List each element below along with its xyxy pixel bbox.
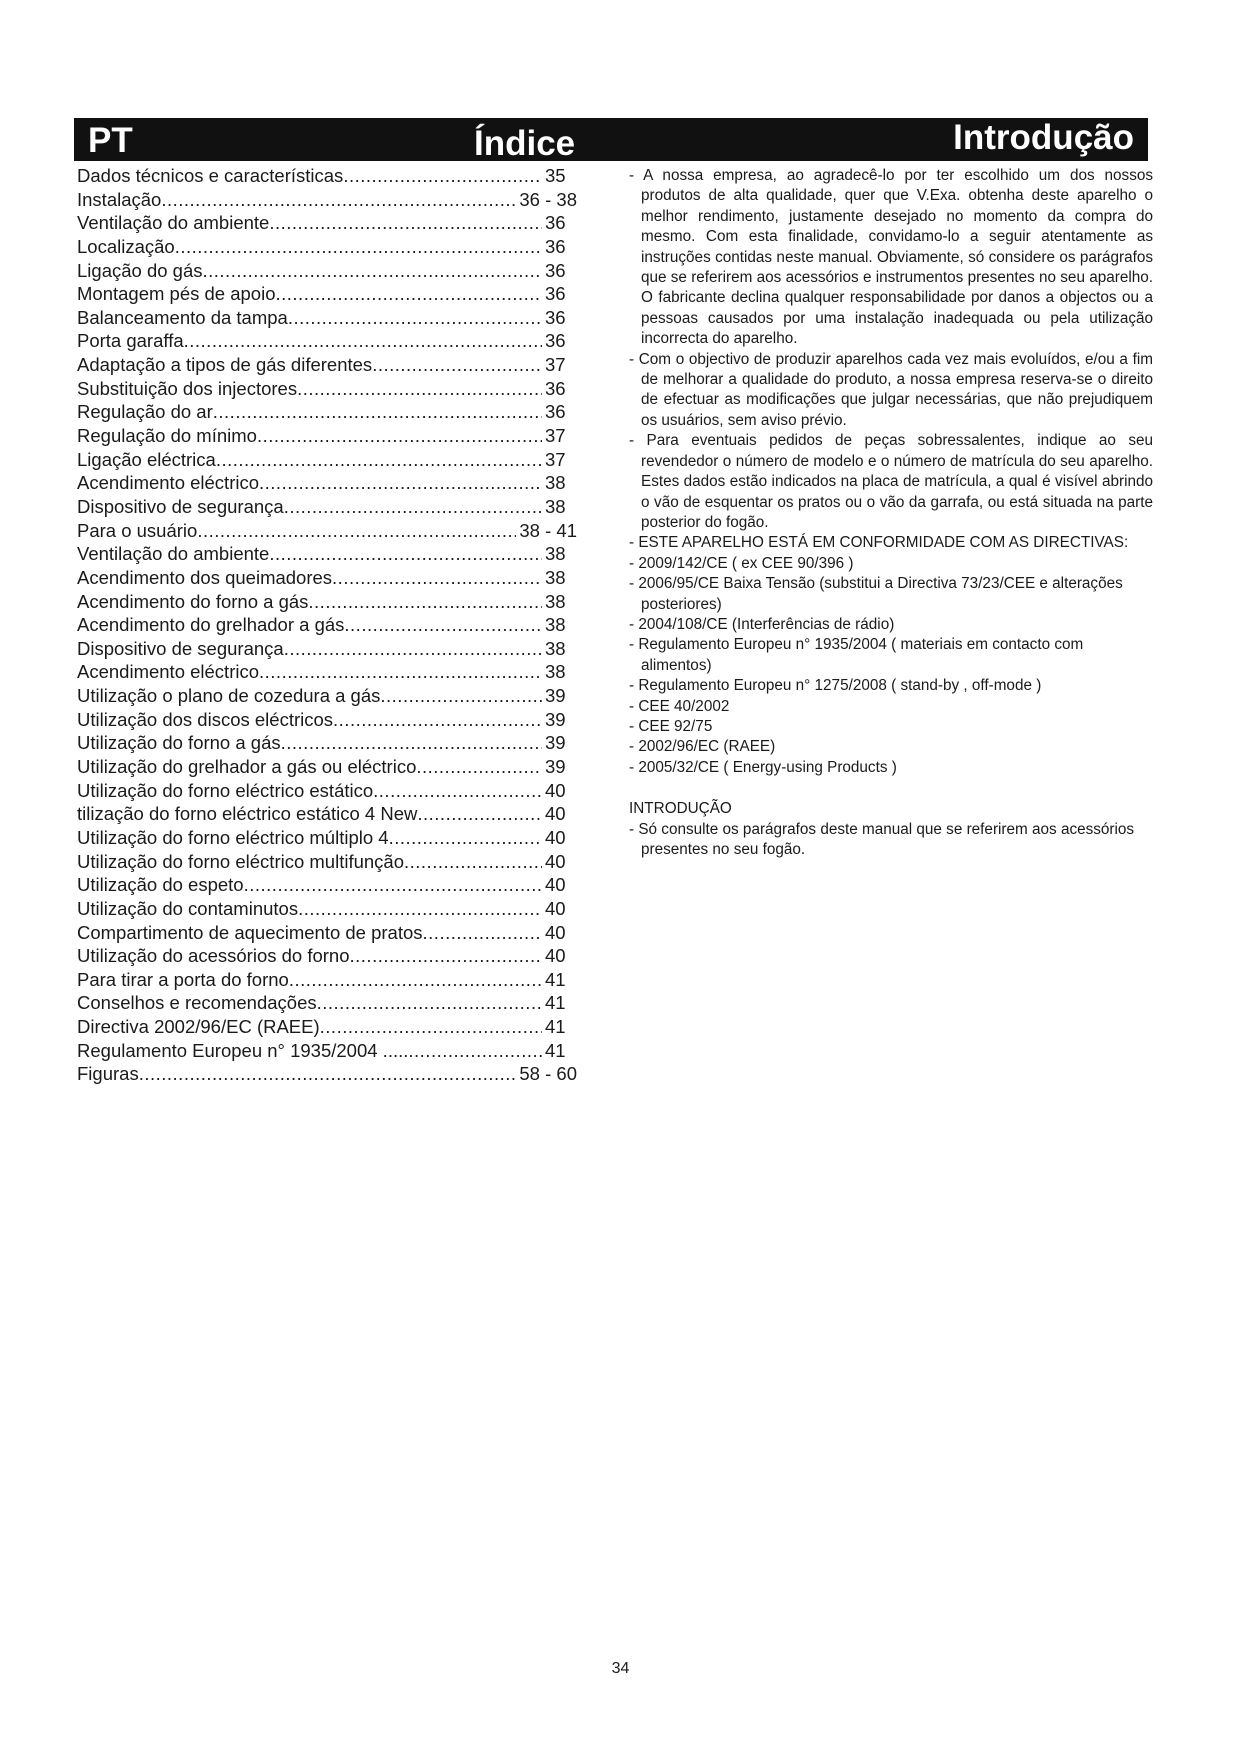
toc-entry	[77, 211, 577, 235]
introduction-heading: INTRODUÇÃO	[629, 800, 732, 818]
toc-entry	[77, 802, 577, 826]
toc-entry	[77, 471, 577, 495]
toc-dot-leader	[197, 519, 516, 543]
toc-dot-leader	[244, 873, 542, 897]
toc-entry-title: Dispositivo de segurança	[77, 495, 284, 517]
toc-entry	[77, 377, 577, 401]
toc-entry-page: 41	[545, 992, 566, 1014]
toc-entry-page: 41	[545, 1039, 566, 1061]
toc-dot-leader	[288, 306, 542, 330]
toc-entry-title: Utilização do forno eléctrico multifunção	[77, 850, 404, 872]
toc-entry-title: Dados técnicos e características	[77, 165, 344, 186]
toc-entry-page: 38	[545, 590, 566, 612]
toc-entry	[77, 897, 577, 921]
toc-entry-title: Acendimento dos queimadores	[77, 566, 333, 588]
toc-entry-title: Para tirar a porta do forno	[77, 968, 289, 990]
toc-dot-leader	[213, 400, 542, 424]
toc-entry-page: 37	[545, 448, 566, 470]
toc-entry	[77, 188, 577, 212]
toc-entry-page: 39	[545, 756, 566, 778]
toc-dot-leader	[317, 991, 542, 1015]
toc-entry	[77, 235, 577, 259]
toc-entry-title: Adaptação a tipos de gás diferentes	[77, 354, 373, 376]
toc-entry-page: 39	[545, 685, 566, 707]
toc-entry	[77, 306, 577, 330]
toc-entry	[77, 353, 577, 377]
toc-entry-page: 38	[545, 543, 566, 565]
toc-entry-title: Localização	[77, 235, 175, 257]
toc-entry-page: 36	[545, 377, 566, 399]
toc-dot-leader	[372, 353, 542, 377]
toc-dot-leader	[373, 779, 542, 803]
toc-dot-leader	[333, 708, 542, 732]
intro-paragraph: - Para eventuais pedidos de peças sobressalentes, indique ao seu revendedor o número de modelo e o número de matrícula do seu aparelho. Estes dados estão indicados na placa de matrícula, a qual é visível abrindo o vão de esquentar os pratos ou o vão da garrafa, ou está situada na parte posterior do fogão.	[629, 432, 1153, 531]
toc-entry-title: tilização do forno eléctrico estático 4 New	[77, 803, 418, 825]
directive-item: - CEE 40/2002	[629, 697, 730, 715]
toc-entry-page: 40	[545, 803, 566, 825]
toc-entry-page: 58 - 60	[519, 1063, 577, 1085]
toc-entry-title: Acendimento eléctrico	[77, 661, 260, 683]
directive-item: - Regulamento Europeu n° 1935/2004 ( materiais em contacto com alimentos)	[629, 636, 1084, 674]
toc-entry-title: Utilização do espeto	[77, 874, 244, 896]
toc-entry	[77, 991, 577, 1015]
toc-dot-leader	[284, 495, 542, 519]
toc-entry-page: 38	[545, 472, 566, 494]
toc-entry-page: 38	[545, 614, 566, 636]
toc-entry-page: 36	[545, 212, 566, 234]
toc-entry-title: Utilização do grelhador a gás ou eléctrico	[77, 756, 417, 778]
toc-entry-title: Ligação eléctrica	[77, 448, 216, 470]
toc-entry-page: 38	[545, 566, 566, 588]
toc-entry-page: 41	[545, 1016, 566, 1038]
toc-entry	[77, 850, 577, 874]
language-code: PT	[88, 121, 133, 160]
toc-entry-page: 41	[545, 968, 566, 990]
toc-entry-title: Utilização do forno eléctrico múltiplo 4	[77, 826, 389, 848]
toc-entry-title: Acendimento eléctrico	[77, 472, 260, 494]
toc-entry	[77, 495, 577, 519]
toc-entry-title: Regulamento Europeu n° 1935/2004 .....	[77, 1039, 409, 1061]
toc-entry	[77, 873, 577, 897]
directive-item: - Regulamento Europeu n° 1275/2008 ( stand-by , off-mode )	[629, 677, 1042, 695]
toc-entry	[77, 400, 577, 424]
toc-entry-title: Instalação	[77, 188, 162, 210]
intro-note: - Só consulte os parágrafos deste manual que se referirem aos acessórios presentes no seu fogão.	[629, 820, 1135, 858]
toc-entry-page: 36	[545, 330, 566, 352]
toc-entry-title: Regulação do mínimo	[77, 425, 257, 447]
toc-entry	[77, 519, 577, 543]
toc-entry	[77, 1039, 577, 1063]
toc-entry-title: Para o usuário	[77, 519, 198, 541]
directive-item: - 2006/95/CE Baixa Tensão (substitui a Directiva 73/23/CEE e alterações posteriores)	[629, 575, 1123, 613]
toc-dot-leader	[269, 211, 542, 235]
toc-dot-leader	[298, 897, 542, 921]
toc-dot-leader	[203, 259, 543, 283]
toc-dot-leader	[184, 329, 542, 353]
toc-dot-leader	[276, 282, 543, 306]
toc-entry-title: Utilização dos discos eléctricos	[77, 708, 334, 730]
toc-entry	[77, 708, 577, 732]
toc-dot-leader	[416, 755, 542, 779]
toc-entry	[77, 637, 577, 661]
toc-entry-title: Utilização o plano de cozedura a gás	[77, 685, 381, 707]
toc-dot-leader	[259, 660, 542, 684]
toc-entry-title: Utilização do forno a gás	[77, 732, 281, 754]
toc-entry	[77, 448, 577, 472]
directive-item: - CEE 92/75	[629, 717, 713, 735]
toc-entry-page: 36	[545, 306, 566, 328]
toc-entry-page: 36 - 38	[519, 188, 577, 210]
toc-entry-title: Utilização do acessórios do forno	[77, 945, 350, 967]
toc-entry-page: 40	[545, 874, 566, 896]
toc-dot-leader	[281, 731, 542, 755]
toc-entry-title: Utilização do forno eléctrico estático	[77, 779, 374, 801]
toc-entry-page: 40	[545, 921, 566, 943]
toc-dot-leader	[269, 542, 542, 566]
toc-entry-page: 40	[545, 826, 566, 848]
toc-entry-title: Utilização do contaminutos	[77, 897, 299, 919]
toc-entry-page: 40	[545, 850, 566, 872]
toc-entry-title: Ventilação do ambiente	[77, 543, 270, 565]
toc-dot-leader	[343, 164, 542, 188]
directive-item: - 2002/96/EC (RAEE)	[629, 738, 776, 756]
toc-dot-leader	[423, 921, 542, 945]
toc-entry	[77, 566, 577, 590]
toc-entry	[77, 944, 577, 968]
toc-entry	[77, 921, 577, 945]
toc-entry-page: 40	[545, 897, 566, 919]
toc-entry-page: 37	[545, 425, 566, 447]
toc-entry-title: Acendimento do forno a gás	[77, 590, 309, 612]
toc-entry-page: 36	[545, 235, 566, 257]
toc-entry	[77, 1015, 577, 1039]
toc-entry-title: Montagem pés de apoio	[77, 283, 276, 305]
toc-dot-leader	[161, 188, 516, 212]
directive-item: - 2004/108/CE (Interferências de rádio)	[629, 615, 895, 633]
toc-entry-title: Dispositivo de segurança	[77, 637, 284, 659]
toc-dot-leader	[320, 1015, 542, 1039]
toc-dot-leader	[257, 424, 542, 448]
toc-entry-page: 39	[545, 732, 566, 754]
toc-entry	[77, 1062, 577, 1086]
toc-entry	[77, 660, 577, 684]
toc-dot-leader	[380, 684, 542, 708]
toc-entry-page: 38	[545, 637, 566, 659]
toc-entry-page: 36	[545, 283, 566, 305]
toc-entry	[77, 259, 577, 283]
toc-entry-page: 40	[545, 779, 566, 801]
toc-entry	[77, 731, 577, 755]
toc-entry-title: Porta garaffa	[77, 330, 184, 352]
index-title: Índice	[474, 124, 576, 163]
toc-dot-leader	[259, 471, 542, 495]
intro-paragraph: - Com o objectivo de produzir aparelhos cada vez mais evoluídos, e/ou a fim de melhorar a qualidade do produto, a nossa empresa reserva-se o direito de efectuar as modificações que julgar necessárias, que não prejudiquem os usuários, sem aviso prévio.	[629, 350, 1153, 429]
toc-entry	[77, 684, 577, 708]
toc-dot-leader	[344, 613, 542, 637]
toc-entry-title: Conselhos e recomendações	[77, 992, 317, 1014]
toc-entry	[77, 613, 577, 637]
introduction-column	[629, 166, 1153, 860]
toc-entry-title: Substituição dos injectores	[77, 377, 298, 399]
toc-entry-page: 39	[545, 708, 566, 730]
toc-entry	[77, 968, 577, 992]
toc-dot-leader	[389, 826, 542, 850]
intro-paragraph: - A nossa empresa, ao agradecê-lo por ter escolhido um dos nossos produtos de alta qualidade, quer que V.Exa. obtenha deste aparelho o melhor rendimento, justamente desejado no momento da compra do mesmo. Com esta finalidade, convidamo-lo a seguir atentamente as instruções contidas neste manual. Obviamente, só considere os parágrafos que se referirem aos acessórios e instrumentos presentes no seu aparelho. O fabricante declina qualquer responsabilidade por danos a objectos ou a pessoas causados por uma instalação inadequada ou pela utilização incorrecta do aparelho.	[629, 167, 1153, 348]
toc-entry	[77, 329, 577, 353]
toc-entry-title: Compartimento de aquecimento de pratos	[77, 921, 423, 943]
page-number: 34	[611, 1660, 630, 1677]
directive-item: - 2009/142/CE ( ex CEE 90/396 )	[629, 554, 854, 572]
toc-entry	[77, 282, 577, 306]
table-of-contents	[77, 164, 577, 1086]
toc-entry	[77, 826, 577, 850]
toc-entry-page: 40	[545, 945, 566, 967]
toc-dot-leader	[308, 590, 542, 614]
intro-paragraph: - ESTE APARELHO ESTÁ EM CONFORMIDADE COM AS DIRECTIVAS:	[629, 534, 1129, 552]
toc-entry-page: 38 - 41	[519, 519, 577, 541]
toc-entry-title: Balanceamento da tampa	[77, 306, 288, 328]
toc-dot-leader	[289, 968, 542, 992]
directive-item: - 2005/32/CE ( Energy-using Products )	[629, 758, 897, 776]
toc-entry-title: Directiva 2002/96/EC (RAEE)	[77, 1016, 320, 1038]
toc-entry-page: 36	[545, 401, 566, 423]
toc-entry-page: 38	[545, 661, 566, 683]
toc-entry	[77, 542, 577, 566]
toc-entry-title: Figuras	[77, 1063, 139, 1085]
toc-entry	[77, 590, 577, 614]
toc-dot-leader	[175, 235, 542, 259]
toc-entry-page: 35	[545, 165, 566, 186]
toc-dot-leader	[417, 802, 542, 826]
toc-entry-title: Ventilação do ambiente	[77, 212, 270, 234]
toc-dot-leader	[216, 448, 542, 472]
toc-entry-title: Acendimento do grelhador a gás	[77, 614, 345, 636]
toc-entry-title: Ligação do gás	[77, 259, 203, 281]
toc-dot-leader	[139, 1062, 517, 1086]
toc-entry-page: 36	[545, 259, 566, 281]
toc-entry	[77, 779, 577, 803]
toc-entry-title: Regulação do ar	[77, 401, 213, 423]
toc-dot-leader	[404, 850, 542, 874]
toc-dot-leader	[297, 377, 542, 401]
toc-dot-leader	[350, 944, 542, 968]
toc-dot-leader	[332, 566, 542, 590]
toc-dot-leader	[408, 1039, 542, 1063]
toc-entry-page: 37	[545, 354, 566, 376]
toc-entry-page: 38	[545, 495, 566, 517]
toc-entry	[77, 755, 577, 779]
toc-entry	[77, 164, 577, 188]
toc-dot-leader	[284, 637, 542, 661]
introduction-title: Introdução	[953, 118, 1134, 157]
toc-entry	[77, 424, 577, 448]
header-bar	[74, 118, 1148, 161]
